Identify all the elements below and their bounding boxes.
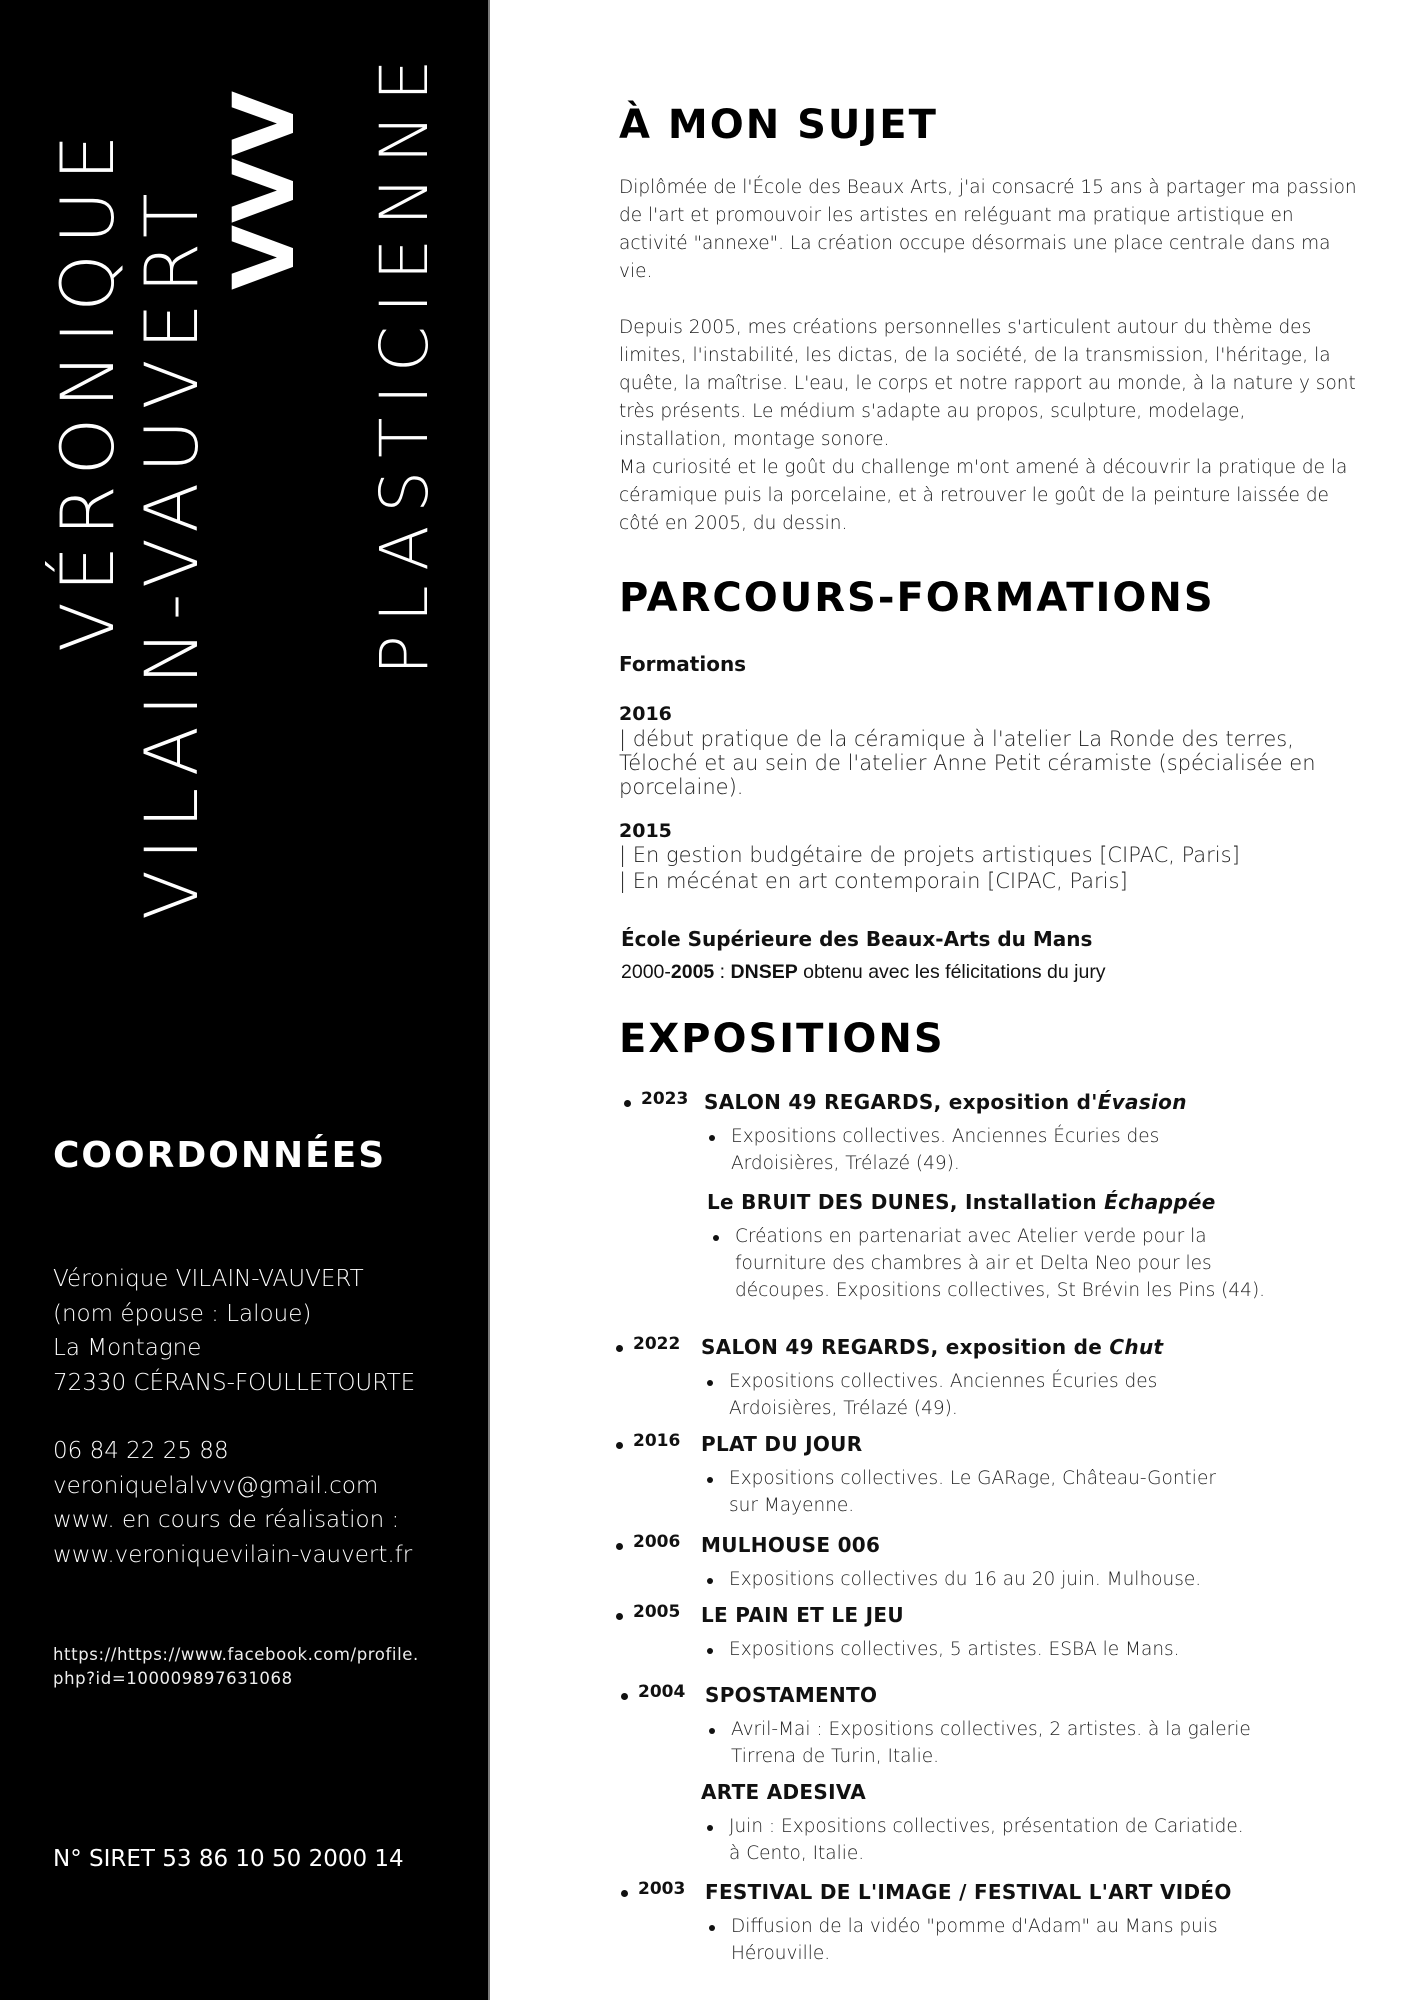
exposition-work-title: Chut (1109, 1335, 1164, 1359)
exposition-year: 2022 (633, 1334, 681, 1354)
facebook-link-line2[interactable]: php?id=100009897631068 (53, 1669, 293, 1688)
formation-year: 2016 (619, 703, 672, 725)
exposition-title-text: FESTIVAL DE L'IMAGE / FESTIVAL L'ART VIDÉO (705, 1880, 1232, 1904)
contact-married-name: (nom épouse : Laloue) (53, 1300, 312, 1327)
formation-line: | En mécénat en art contemporain [CIPAC, Paris] (619, 869, 1128, 893)
exposition-detail: Ardoisières, Trélazé (49). (731, 1153, 960, 1174)
profession-title: PLASTICIENNE (366, 46, 443, 675)
exposition-title (704, 1090, 1187, 1114)
exposition-detail: découpes. Expositions collectives, St Brévin les Pins (44). (735, 1280, 1266, 1301)
exposition-title-text: LE PAIN ET LE JEU (701, 1603, 904, 1627)
exposition-year: 2003 (638, 1879, 686, 1899)
exposition-detail: Avril-Mai : Expositions collectives, 2 artistes. à la galerie (731, 1719, 1251, 1740)
exposition-detail: Créations en partenariat avec Atelier verde pour la (735, 1226, 1207, 1247)
exposition-title (705, 1880, 1232, 1904)
exposition-year: 2006 (633, 1532, 681, 1552)
contact-city: 72330 CÉRANS-FOULLETOURTE (53, 1369, 416, 1396)
contact-name: Véronique VILAIN-VAUVERT (53, 1266, 364, 1292)
exposition-detail: Diffusion de la vidéo "pomme d'Adam" au Mans puis (731, 1916, 1218, 1937)
bullet-icon (616, 1543, 623, 1550)
parcours-heading: PARCOURS-FORMATIONS (619, 575, 1215, 621)
sidebar-divider (488, 0, 490, 2000)
exposition-detail: Ardoisières, Trélazé (49). (729, 1398, 958, 1419)
bullet-icon (616, 1613, 623, 1620)
degree-years-end: 2005 (670, 961, 715, 983)
bullet-icon (616, 1442, 623, 1449)
exposition-detail: sur Mayenne. (729, 1495, 855, 1516)
exposition-detail: Expositions collectives. Le GARage, Château-Gontier (729, 1468, 1216, 1489)
about-heading: À MON SUJET (619, 102, 938, 148)
exposition-detail: Expositions collectives. Anciennes Écuries des (731, 1126, 1160, 1147)
sub-bullet-icon (709, 1925, 715, 1931)
exposition-detail: Expositions collectives, 5 artistes. ESBA le Mans. (729, 1639, 1180, 1660)
school-name: École Supérieure des Beaux-Arts du Mans (621, 927, 1093, 951)
facebook-link[interactable] (53, 1643, 419, 1691)
about-paragraph-2: Depuis 2005, mes créations personnelles s'articulent autour du thème des limites, l'instabilité, les dictas, de la société, de la transmission, l'héritage, la quête, la maîtrise. L'eau, le corps et notre rapport au monde, à la nature y sont très présents. Le médium s'adapte au propos, sculpture, modelage, installation, montage sonore. (619, 317, 1356, 450)
exposition-detail: Expositions collectives. Anciennes Écuries des (729, 1371, 1158, 1392)
exposition-work-title: Évasion (1097, 1090, 1187, 1114)
exposition-title (701, 1432, 862, 1456)
exposition-work-title: Échappée (1104, 1190, 1216, 1214)
sub-bullet-icon (707, 1380, 713, 1386)
sub-bullet-icon (707, 1477, 713, 1483)
exposition-title-text: MULHOUSE 006 (701, 1533, 881, 1557)
exposition-title (701, 1603, 904, 1627)
exposition-title-text: ARTE ADESIVA (701, 1780, 867, 1804)
exposition-year: 2005 (633, 1602, 681, 1622)
exposition-title (701, 1335, 1163, 1359)
exposition-year: 2004 (638, 1682, 686, 1702)
exposition-detail: Expositions collectives du 16 au 20 juin. Mulhouse. (729, 1569, 1202, 1590)
siret-number: N° SIRET 53 86 10 50 2000 14 (53, 1846, 404, 1872)
expositions-heading: EXPOSITIONS (619, 1016, 945, 1062)
contact-phone[interactable]: 06 84 22 25 88 (53, 1438, 229, 1464)
exposition-title (701, 1533, 880, 1557)
last-name: VILAIN-VAUVERT (130, 183, 215, 920)
sub-bullet-icon (707, 1578, 713, 1584)
facebook-link-line1[interactable]: https://https://www.facebook.com/profile. (53, 1645, 419, 1664)
formations-subheading: Formations (619, 652, 747, 676)
about-paragraph-1: Diplômée de l'École des Beaux Arts, j'ai consacré 15 ans à partager ma passion de l'art et promouvoir les artistes en reléguant ma pratique artistique en activité "annexe". La création occupe désormais une place centrale dans ma vie. (619, 177, 1357, 282)
first-name: VÉRONIQUE (46, 124, 131, 652)
degree-line (621, 961, 1106, 984)
exposition-title-text: SALON 49 REGARDS, exposition d' (704, 1090, 1098, 1114)
exposition-title-text: SALON 49 REGARDS, exposition de (701, 1335, 1110, 1359)
bullet-icon (621, 1890, 628, 1897)
formation-line: | En gestion budgétaire de projets artistiques [CIPAC, Paris] (619, 843, 1240, 867)
formation-year: 2015 (619, 820, 672, 842)
about-text (619, 174, 1359, 538)
degree-years-start: 2000- (621, 961, 671, 983)
degree-separator: : (714, 961, 731, 983)
degree-description: obtenu avec les félicitations du jury (797, 961, 1106, 983)
contact-heading: COORDONNÉES (53, 1135, 387, 1176)
formation-line: | début pratique de la céramique à l'atelier La Ronde des terres, Téloché et au sein de l'atelier Anne Petit céramiste (spécialisée en porcelaine). (619, 727, 1316, 799)
degree-name: DNSEP (730, 961, 798, 983)
contact-block (53, 1262, 415, 1572)
contact-email[interactable]: veroniquelalvvv@gmail.com (53, 1472, 379, 1499)
exposition-detail: fourniture des chambres à air et Delta Neo pour les (735, 1253, 1212, 1274)
sub-bullet-icon (707, 1825, 713, 1831)
sub-bullet-icon (713, 1235, 719, 1241)
exposition-title (701, 1780, 866, 1804)
exposition-title-text: PLAT DU JOUR (701, 1432, 863, 1456)
exposition-title (705, 1683, 877, 1707)
exposition-title-text: Le BRUIT DES DUNES, Installation (707, 1190, 1105, 1214)
sub-bullet-icon (707, 1648, 713, 1654)
exposition-title (707, 1190, 1216, 1214)
exposition-title-text: SPOSTAMENTO (705, 1683, 878, 1707)
exposition-year: 2016 (633, 1431, 681, 1451)
monogram: VVV (215, 88, 313, 290)
bullet-icon (624, 1100, 631, 1107)
sub-bullet-icon (709, 1135, 715, 1141)
bullet-icon (616, 1345, 623, 1352)
website-link[interactable]: www.veroniquevilain-vauvert.fr (53, 1541, 413, 1568)
website-note: www. en cours de réalisation : (53, 1507, 400, 1533)
sub-bullet-icon (709, 1728, 715, 1734)
exposition-year: 2023 (641, 1089, 689, 1109)
bullet-icon (621, 1693, 628, 1700)
exposition-detail: Hérouville. (731, 1943, 831, 1964)
contact-address-line: La Montagne (53, 1335, 202, 1361)
exposition-detail: à Cento, Italie. (729, 1843, 865, 1864)
exposition-detail: Juin : Expositions collectives, présentation de Cariatide. (729, 1816, 1244, 1837)
about-paragraph-3: Ma curiosité et le goût du challenge m'ont amené à découvrir la pratique de la céramique puis la porcelaine, et à retrouver le goût de la peinture laissée de côté en 2005, du dessin. (619, 457, 1348, 534)
exposition-detail: Tirrena de Turin, Italie. (731, 1746, 940, 1767)
